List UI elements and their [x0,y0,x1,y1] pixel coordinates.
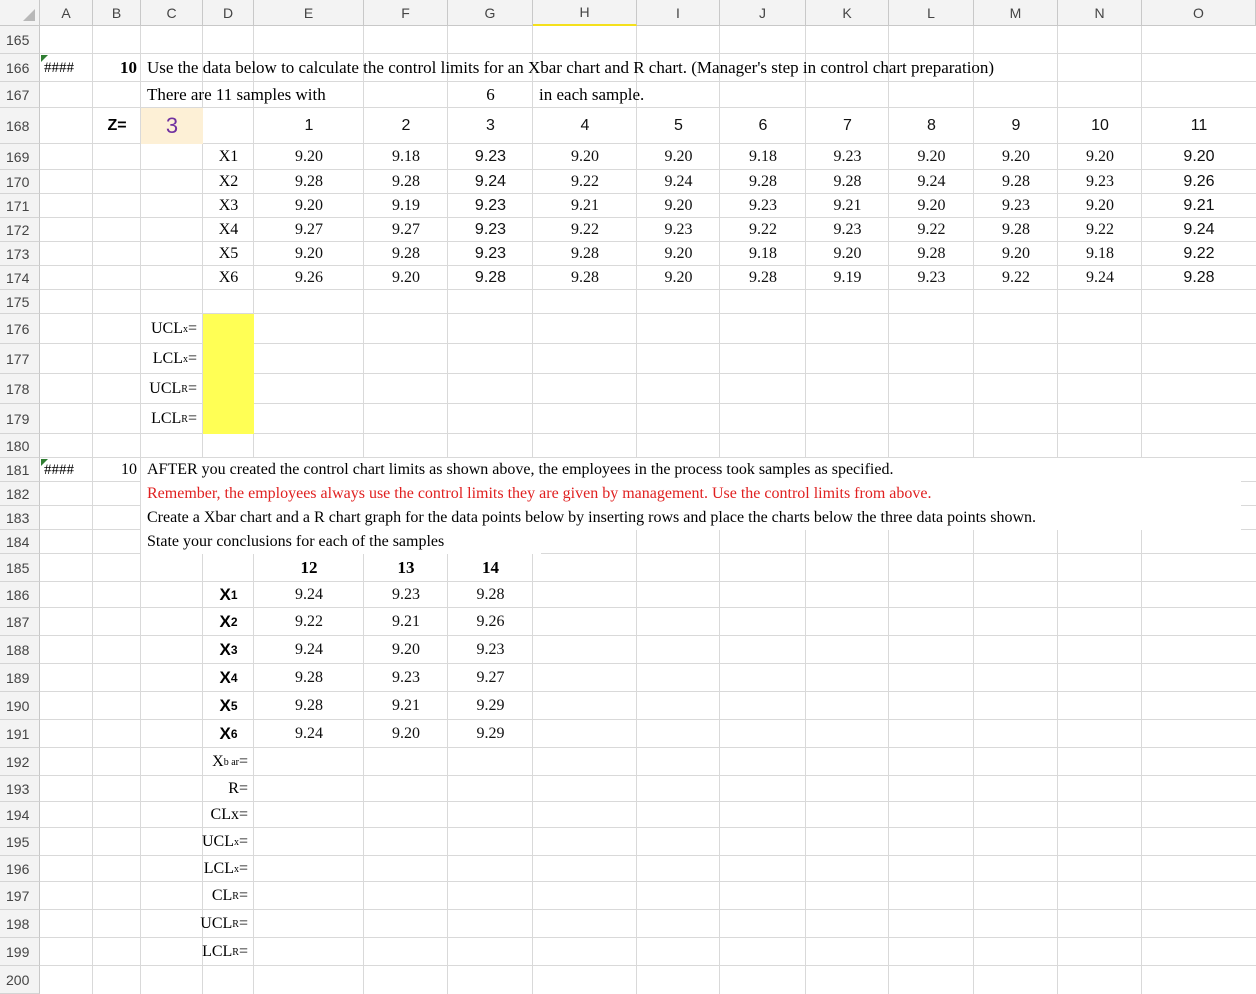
row-header-167[interactable]: 167 [0,82,40,108]
data-cell[interactable]: 9.28 [295,173,323,190]
data-cell[interactable]: 9.23 [749,197,777,214]
row-header-168[interactable]: 168 [0,108,40,144]
problem2-line1[interactable]: AFTER you created the control chart limits as shown above, the employees in the process took samples as specified. [141,458,1241,482]
observation-label-sub: 1 [230,588,238,602]
data-cell[interactable]: 9.28 [571,245,599,262]
limit-answer-input[interactable] [203,314,254,344]
data-cell[interactable]: 9.20 [917,197,946,214]
observation-label [203,664,254,692]
data-cell[interactable]: 9.26 [1183,173,1215,190]
row-header-169[interactable]: 169 [0,144,40,170]
observation-label-sub: 2 [230,615,238,629]
summary-label-eq: = [238,943,248,960]
observation-label [203,636,254,664]
row-header-188[interactable]: 188 [0,636,40,664]
observation-label-sub: 3 [230,643,238,657]
observation-label[interactable]: X2 [218,173,239,190]
column-header-A[interactable]: A [40,0,93,26]
summary-label-main: LCL [203,860,234,877]
summary-label-eq: = [238,780,248,797]
data-cell[interactable]: 9.28 [392,173,420,190]
sample-number-header[interactable]: 14 [482,558,499,577]
data-cell[interactable]: 9.28 [1002,221,1030,238]
data-cell[interactable]: 9.18 [392,148,420,165]
row-header-182[interactable]: 182 [0,482,40,506]
observation-label-main: X [219,696,231,715]
column-header-G[interactable]: G [448,0,533,26]
data-cell[interactable]: 9.20 [295,245,323,262]
limit-label-main: UCL [150,320,183,337]
column-header-D[interactable]: D [203,0,254,26]
data-cell[interactable]: 9.28 [476,586,505,603]
data-cell[interactable]: 9.18 [749,245,777,262]
data-cell[interactable]: 9.27 [295,221,323,238]
data-cell[interactable]: 9.20 [833,245,862,262]
limit-label-sub: x [182,353,188,365]
limit-label-eq: = [187,380,197,397]
observation-label-sub: 6 [230,727,238,741]
data-cell[interactable]: 9.20 [392,269,420,286]
sample-number-header[interactable]: 9 [1011,117,1021,134]
observation-label[interactable]: X3 [218,197,239,214]
samples-size[interactable]: 6 [486,85,495,104]
problem1-hash-cell[interactable]: #### [44,59,74,76]
row-header-173[interactable]: 173 [0,242,40,266]
data-cell[interactable]: 9.20 [571,148,599,165]
samples-suffix[interactable]: in each sample. [539,85,645,104]
column-header-N[interactable]: N [1058,0,1142,26]
error-indicator-icon [41,459,48,466]
row-header-194[interactable]: 194 [0,802,40,828]
summary-label [203,776,254,802]
sample-number-header[interactable]: 5 [674,117,683,134]
data-cell[interactable]: 9.22 [1183,245,1215,262]
data-cell[interactable]: 9.28 [295,697,323,714]
summary-label-sub: R [232,918,239,930]
sample-number-header[interactable]: 2 [401,117,411,134]
row-header-166[interactable]: 166 [0,54,40,82]
problem2-number[interactable]: 10 [121,461,137,478]
data-cell[interactable]: 9.26 [295,269,323,286]
limit-label-sub: R [181,413,188,425]
summary-label-sub: x [233,863,239,875]
summary-label-eq: = [238,860,248,877]
summary-label-eq: = [238,806,248,823]
data-cell[interactable]: 9.18 [1086,245,1114,262]
row-header-170[interactable]: 170 [0,170,40,194]
select-all-corner[interactable] [0,0,40,26]
data-cell[interactable]: 9.20 [1086,197,1114,214]
row-header-196[interactable]: 196 [0,856,40,882]
column-header-J[interactable]: J [720,0,806,26]
observation-label-main: X [219,585,231,604]
limit-answer-input[interactable] [203,374,254,404]
column-header-C[interactable]: C [141,0,203,26]
row-header-180[interactable]: 180 [0,434,40,458]
data-cell[interactable]: 9.24 [664,173,693,190]
data-cell[interactable]: 9.22 [295,613,323,630]
sample-number-header[interactable]: 8 [927,117,936,134]
data-cell[interactable]: 9.18 [749,148,777,165]
observation-label[interactable]: X6 [218,269,239,286]
row-header-187[interactable]: 187 [0,608,40,636]
problem1-instruction[interactable]: Use the data below to calculate the control limits for an Xbar chart and R chart. (Manager's step in control chart preparation) [147,58,995,77]
data-cell[interactable]: 9.19 [833,269,862,286]
data-cell[interactable]: 9.23 [664,221,693,238]
summary-label-main: UCL [201,833,234,850]
data-cell[interactable]: 9.24 [295,586,323,603]
observation-label [203,692,254,720]
data-cell[interactable]: 9.23 [474,197,507,214]
row-header-190[interactable]: 190 [0,692,40,720]
error-indicator-icon [41,55,48,62]
row-header-172[interactable]: 172 [0,218,40,242]
summary-label-sub: R [232,946,239,958]
summary-label-sub: R [232,890,239,902]
data-cell[interactable]: 9.28 [1002,173,1030,190]
data-cell[interactable]: 9.20 [664,269,693,286]
observation-label[interactable]: X1 [218,148,239,165]
column-header-K[interactable]: K [806,0,889,26]
data-cell[interactable]: 9.24 [295,725,323,742]
data-cell[interactable]: 9.22 [571,173,599,190]
data-cell[interactable]: 9.19 [392,197,420,214]
summary-label [200,910,254,938]
summary-label-main: R [228,780,239,797]
sample-number-header[interactable]: 3 [486,117,495,134]
grid-column-line [92,26,93,994]
summary-label-eq: = [238,915,248,932]
limit-label [141,344,203,374]
limit-label-eq: = [187,410,197,427]
row-header-193[interactable]: 193 [0,776,40,802]
limit-label-main: LCL [152,350,183,367]
data-cell[interactable]: 9.23 [833,148,862,165]
data-cell[interactable]: 9.23 [474,221,507,238]
summary-label-sub: b ar [223,756,239,768]
sample-number-header[interactable]: 4 [580,117,590,134]
select-all-icon [23,9,35,21]
row-header-191[interactable]: 191 [0,720,40,748]
limit-label [141,314,203,344]
summary-label [203,938,254,966]
problem2-line3[interactable]: Create a Xbar chart and a R chart graph for the data points below by inserting rows and place the charts below the three data points shown. [141,506,1241,530]
data-cell[interactable]: 9.27 [476,669,505,686]
sample-number-header[interactable]: 1 [304,117,314,134]
limit-label [141,374,203,404]
data-cell[interactable]: 9.20 [1086,148,1114,165]
row-header-183[interactable]: 183 [0,506,40,530]
z-label[interactable]: Z= [107,117,127,134]
data-cell[interactable]: 9.24 [1086,269,1114,286]
observation-label-sub: 5 [230,699,238,713]
data-cell[interactable]: 9.22 [571,221,599,238]
data-cell[interactable]: 9.22 [917,221,946,238]
limit-label [141,404,203,434]
data-cell[interactable]: 9.21 [833,197,862,214]
row-header-177[interactable]: 177 [0,344,40,374]
data-cell[interactable]: 9.20 [295,197,323,214]
data-cell[interactable]: 9.21 [1183,197,1215,214]
data-cell[interactable]: 9.22 [1002,269,1030,286]
row-header-195[interactable]: 195 [0,828,40,856]
observation-label-sub: 4 [230,671,238,685]
data-cell[interactable]: 9.20 [664,197,693,214]
data-cell[interactable]: 9.28 [749,173,777,190]
observation-label-main: X [219,640,231,659]
sample-number-header[interactable]: 12 [300,558,318,577]
sample-number-header[interactable]: 11 [1190,117,1208,134]
data-cell[interactable]: 9.28 [1183,269,1215,286]
problem2-line4[interactable]: State your conclusions for each of the samples [141,530,541,554]
column-header-I[interactable]: I [637,0,720,26]
limit-label-main: LCL [151,410,182,427]
samples-prefix[interactable]: There are 11 samples with [147,85,326,104]
data-cell[interactable]: 9.28 [474,269,507,286]
row-header-165[interactable]: 165 [0,26,40,54]
limit-label-sub: x [182,323,188,335]
column-header-M[interactable]: M [974,0,1058,26]
summary-label [203,748,254,776]
problem1-number[interactable]: 10 [120,58,137,77]
data-cell[interactable]: 9.20 [664,245,693,262]
z-value-input[interactable]: 3 [141,108,203,144]
data-cell[interactable]: 9.28 [917,245,946,262]
limit-answer-input[interactable] [203,404,254,434]
summary-label-main: CLx [210,806,239,823]
summary-label-eq: = [238,887,248,904]
limit-label-eq: = [187,350,197,367]
data-cell[interactable]: 9.23 [474,245,507,262]
column-header-H[interactable]: H [533,0,637,26]
observation-label-main: X [219,612,231,631]
row-header-179[interactable]: 179 [0,404,40,434]
row-header-200[interactable]: 200 [0,966,40,994]
data-cell[interactable]: 9.23 [1086,173,1114,190]
summary-label-main: LCL [202,943,233,960]
row-header-176[interactable]: 176 [0,314,40,344]
column-header-L[interactable]: L [889,0,974,26]
observation-label [203,582,254,608]
summary-label-sub: x [233,836,239,848]
summary-label [203,802,254,828]
limit-label-sub: R [181,383,188,395]
problem2-hash-cell[interactable]: #### [44,461,74,478]
observation-label [203,720,254,748]
column-header-F[interactable]: F [364,0,448,26]
observation-label-main: X [219,668,231,687]
data-cell[interactable]: 9.28 [295,669,323,686]
observation-label [203,608,254,636]
row-header-175[interactable]: 175 [0,290,40,314]
data-cell[interactable]: 9.28 [833,173,862,190]
row-header-178[interactable]: 178 [0,374,40,404]
sample-number-header[interactable]: 7 [843,117,852,134]
summary-label [203,828,254,856]
summary-label-main: UCL [200,915,233,932]
data-cell[interactable]: 9.21 [571,197,599,214]
sample-number-header[interactable]: 10 [1091,117,1109,134]
data-cell[interactable]: 9.24 [917,173,946,190]
summary-label [203,882,254,910]
row-header-174[interactable]: 174 [0,266,40,290]
summary-label-main: CL [211,887,233,904]
row-header-171[interactable]: 171 [0,194,40,218]
data-cell[interactable]: 9.20 [392,641,420,658]
row-header-184[interactable]: 184 [0,530,40,554]
data-cell[interactable]: 9.29 [476,725,505,742]
data-cell[interactable]: 9.20 [1002,148,1030,165]
observation-label[interactable]: X4 [218,221,239,238]
data-cell[interactable]: 9.27 [392,221,420,238]
row-header-197[interactable]: 197 [0,882,40,910]
column-header-B[interactable]: B [93,0,141,26]
data-cell[interactable]: 9.20 [295,148,323,165]
data-cell[interactable]: 9.23 [1002,197,1030,214]
data-cell[interactable]: 9.22 [749,221,777,238]
summary-label [203,856,254,882]
data-cell[interactable]: 9.23 [392,669,420,686]
row-header-186[interactable]: 186 [0,582,40,608]
row-header-189[interactable]: 189 [0,664,40,692]
limit-answer-input[interactable] [203,344,254,374]
sample-number-header[interactable]: 6 [758,117,768,134]
column-header-E[interactable]: E [254,0,364,26]
data-cell[interactable]: 9.20 [1002,245,1030,262]
row-header-192[interactable]: 192 [0,748,40,776]
sample-number-header[interactable]: 13 [397,558,415,577]
data-cell[interactable]: 9.23 [833,221,862,238]
data-cell[interactable]: 9.26 [476,613,505,630]
row-header-181[interactable]: 181 [0,458,40,482]
data-cell[interactable]: 9.29 [476,697,505,714]
data-cell[interactable]: 9.23 [917,269,946,286]
data-cell[interactable]: 9.20 [664,148,693,165]
data-cell[interactable]: 9.24 [1183,221,1215,238]
data-cell[interactable]: 9.20 [917,148,946,165]
summary-label-main: X [212,753,224,770]
data-cell[interactable]: 9.21 [392,613,420,630]
problem2-line2[interactable]: Remember, the employees always use the control limits they are given by management. Use the control limits from above. [141,482,1241,506]
data-cell[interactable]: 9.24 [295,641,323,658]
limit-label-eq: = [187,320,197,337]
observation-label-main: X [219,724,231,743]
data-cell[interactable]: 9.21 [392,697,420,714]
data-cell[interactable]: 9.23 [476,641,505,658]
row-header-199[interactable]: 199 [0,938,40,966]
data-cell[interactable]: 9.20 [1183,148,1215,165]
data-cell[interactable]: 9.28 [571,269,599,286]
data-cell[interactable]: 9.23 [392,586,420,603]
row-header-198[interactable]: 198 [0,910,40,938]
summary-label-eq: = [238,753,248,770]
column-header-O[interactable]: O [1142,0,1256,26]
summary-label-eq: = [238,833,248,850]
row-header-185[interactable]: 185 [0,554,40,582]
data-cell[interactable]: 9.23 [474,148,507,165]
data-cell[interactable]: 9.20 [392,725,420,742]
data-cell[interactable]: 9.28 [392,245,420,262]
observation-label[interactable]: X5 [218,245,239,262]
data-cell[interactable]: 9.24 [474,173,507,190]
data-cell[interactable]: 9.28 [749,269,777,286]
data-cell[interactable]: 9.22 [1086,221,1114,238]
limit-label-main: UCL [149,380,182,397]
